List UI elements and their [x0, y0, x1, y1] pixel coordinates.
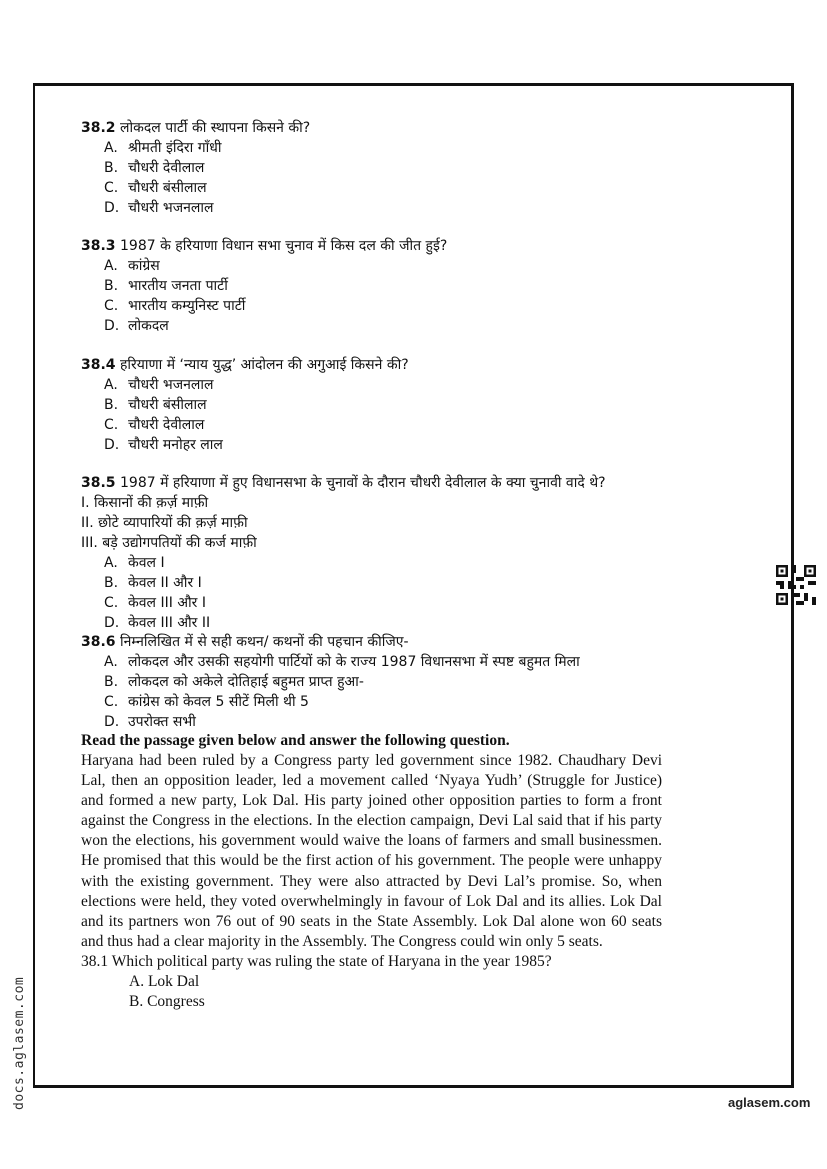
- option-text: केवल III और II: [128, 615, 211, 631]
- option: [81, 395, 681, 415]
- option-letter: A.: [104, 258, 118, 274]
- option-letter: A.: [104, 140, 118, 156]
- question-text: 1987 में हरियाणा में हुए विधानसभा के चुनावों के दौरान चौधरी देवीलाल के क्या चुनावी वादे थे?: [120, 475, 606, 491]
- option-letter: D.: [104, 714, 120, 730]
- option-letter: C.: [104, 694, 119, 710]
- option-text: केवल III और I: [128, 595, 206, 611]
- option-text: श्रीमती इंदिरा गाँधी: [128, 140, 222, 156]
- option-letter: B.: [104, 674, 119, 690]
- option-text: लोकदल को अकेले दोतिहाई बहुमत प्राप्त हुआ-: [128, 674, 364, 690]
- option-text: कांग्रेस: [128, 258, 160, 274]
- question-38-1: 38.1 Which political party was ruling the state of Haryana in the year 1985?: [81, 952, 552, 970]
- option-text: लोकदल: [128, 318, 169, 334]
- option-letter: B.: [104, 397, 119, 413]
- statement: I. किसानों की क़र्ज़ माफ़ी: [81, 495, 209, 511]
- option-letter: B.: [104, 278, 119, 294]
- option: [81, 573, 681, 593]
- option-letter: D.: [104, 318, 120, 334]
- question-38-3: [81, 236, 681, 336]
- option-letter: B.: [104, 160, 119, 176]
- option: [81, 613, 681, 633]
- option-letter: A.: [104, 555, 118, 571]
- option-text: चौधरी देवीलाल: [128, 417, 205, 433]
- option-text: केवल II और I: [128, 575, 202, 591]
- watermark: docs.aglasem.com: [12, 976, 27, 1110]
- option: [81, 178, 681, 198]
- option: [81, 672, 681, 692]
- passage-heading: Read the passage given below and answer the following question.: [81, 732, 510, 749]
- question-text: हरियाणा में ‘न्याय युद्ध’ आंदोलन की अगुआई किसने की?: [120, 357, 409, 373]
- question-text: 1987 के हरियाणा विधान सभा चुनाव में किस दल की जीत हुई?: [120, 238, 448, 254]
- question-text: लोकदल पार्टी की स्थापना किसने की?: [120, 120, 311, 136]
- question-38-5: [81, 473, 681, 633]
- option-text: चौधरी भजनलाल: [128, 377, 214, 393]
- option-letter: D.: [104, 615, 120, 631]
- option-letter: D.: [104, 437, 120, 453]
- option: B. Congress: [129, 992, 205, 1010]
- qr-code-icon: [776, 565, 816, 605]
- option: [81, 138, 681, 158]
- option-text: भारतीय जनता पार्टी: [128, 278, 228, 294]
- question-number: 38.2: [81, 120, 116, 136]
- option-text: चौधरी भजनलाल: [128, 200, 214, 216]
- option: [81, 712, 681, 732]
- brand-footer: aglasem.com: [728, 1095, 811, 1110]
- question-38-6: [81, 632, 681, 732]
- option-text: केवल I: [128, 555, 165, 571]
- option: [81, 415, 681, 435]
- option: [81, 158, 681, 178]
- option: A. Lok Dal: [129, 972, 200, 990]
- option: [81, 375, 681, 395]
- passage-section: [81, 731, 681, 1012]
- option-letter: C.: [104, 180, 119, 196]
- statement: II. छोटे व्यापारियों की क़र्ज़ माफ़ी: [81, 515, 248, 531]
- option: [81, 276, 681, 296]
- question-number: 38.5: [81, 475, 116, 491]
- option-text: कांग्रेस को केवल 5 सीटें मिली थी 5: [128, 694, 309, 710]
- option-text: भारतीय कम्युनिस्ट पार्टी: [128, 298, 246, 314]
- option-text: उपरोक्त सभी: [128, 714, 196, 730]
- option: [81, 296, 681, 316]
- question-38-4: [81, 355, 681, 455]
- option: [81, 198, 681, 218]
- option-letter: D.: [104, 200, 120, 216]
- option-text: लोकदल और उसकी सहयोगी पार्टियों को के राज्य 1987 विधानसभा में स्पष्ट बहुमत मिला: [128, 654, 580, 670]
- option: [81, 553, 681, 573]
- option: [81, 435, 681, 455]
- option-letter: A.: [104, 654, 118, 670]
- option: [81, 652, 681, 672]
- statement: III. बड़े उद्योगपतियों की कर्ज माफ़ी: [81, 535, 257, 551]
- option-letter: B.: [104, 575, 119, 591]
- question-number: 38.3: [81, 238, 116, 254]
- question-38-2: [81, 118, 681, 218]
- option-text: चौधरी मनोहर लाल: [128, 437, 223, 453]
- option: [81, 256, 681, 276]
- option-letter: C.: [104, 417, 119, 433]
- question-text: निम्नलिखित में से सही कथन/ कथनों की पहचान कीजिए-: [120, 634, 409, 650]
- passage-text: Haryana had been ruled by a Congress party led government since 1982. Chaudhary Devi Lal, then an opposition leader, led a movement called ‘Nyaya Yudh’ (Struggle for Justice) and formed a new party, Lok Dal. His party joined other opposition parties to form a front against the Congress in the elections. In the election campaign, Devi Lal said that if his party won the elections, his government would waive the loans of farmers and small businessmen. He promised that this would be the first action of his government. The people were unhappy with the existing government. They were also attracted by Devi Lal’s promise. So, when elections were held, they voted overwhelmingly in favour of Lok Dal and its allies. Lok Dal and its partners won 76 out of 90 seats in the State Assembly. Lok Dal alone won 60 seats and thus had a clear majority in the Assembly. The Congress could win only 5 seats.: [81, 752, 662, 950]
- option: [81, 593, 681, 613]
- option-text: चौधरी देवीलाल: [128, 160, 205, 176]
- option: [81, 316, 681, 336]
- question-number: 38.6: [81, 634, 116, 650]
- option-text: चौधरी बंसीलाल: [128, 397, 207, 413]
- option-letter: C.: [104, 595, 119, 611]
- question-number: 38.4: [81, 357, 116, 373]
- option-letter: A.: [104, 377, 118, 393]
- option-text: चौधरी बंसीलाल: [128, 180, 207, 196]
- option: [81, 692, 681, 712]
- option-letter: C.: [104, 298, 119, 314]
